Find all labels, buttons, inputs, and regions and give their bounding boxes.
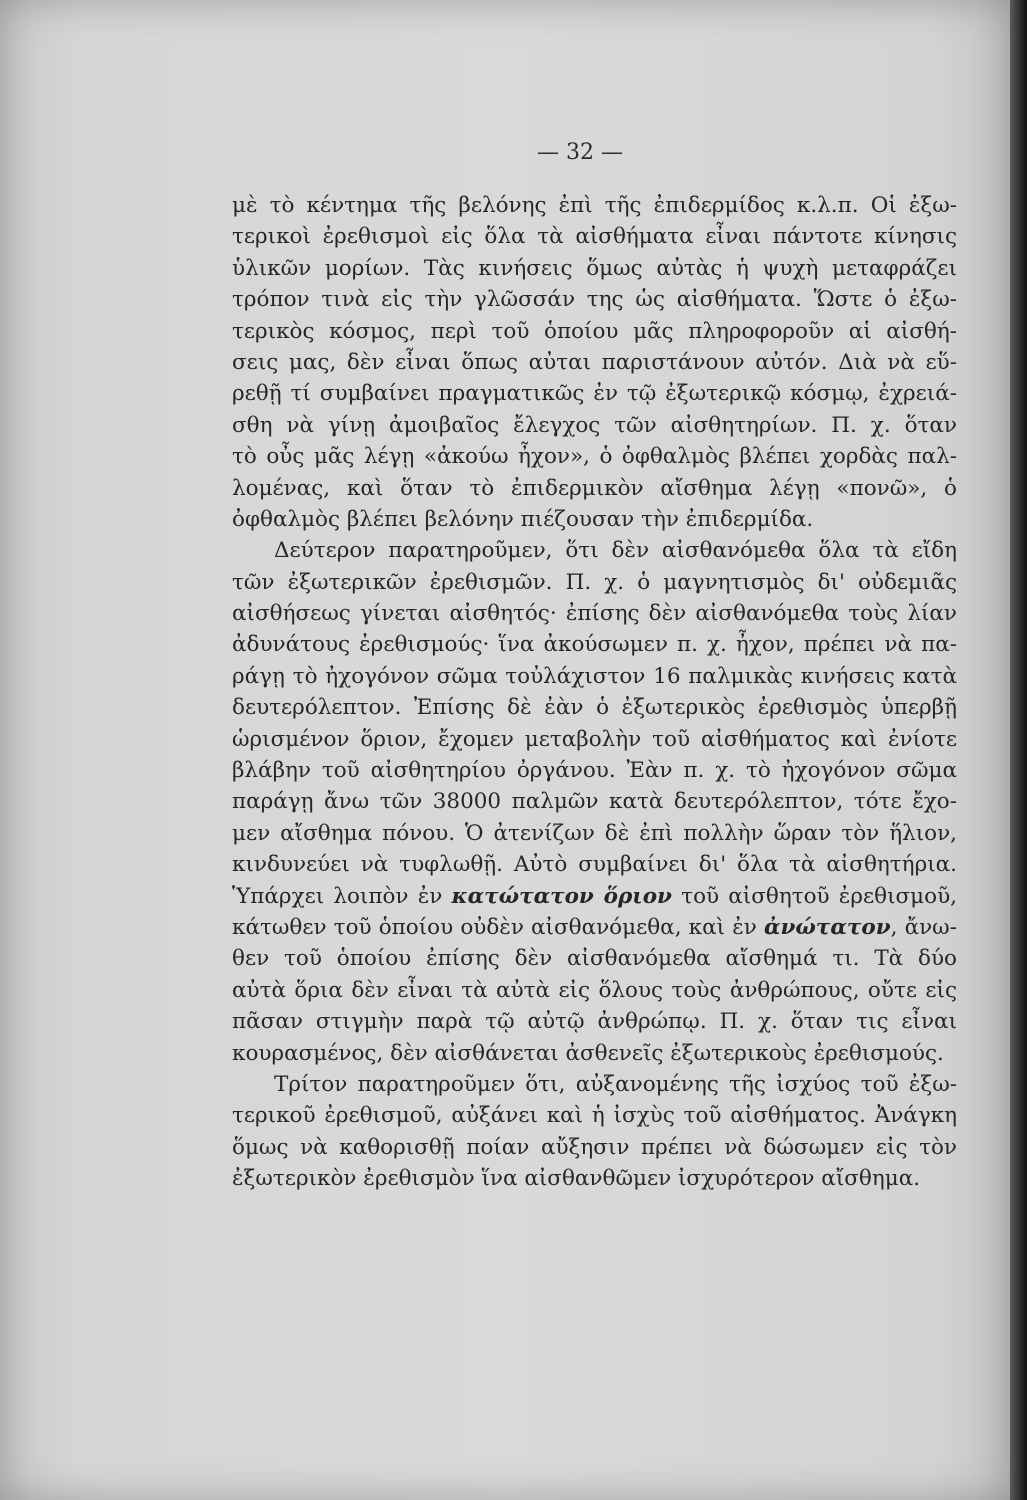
text-line: τερικοὶ ἐρεθισμοὶ εἰς ὅλα τὰ αἰσθήματα εἶναι πάντοτε κίνησις: [232, 224, 957, 250]
text-line: δευτερόλεπτον. Ἐπίσης δὲ ἐὰν ὁ ἐξωτερικὸς ἐρεθισμὸς ὑπερβῇ: [232, 695, 957, 721]
text-line: τερικὸς κόσμος, περὶ τοῦ ὁποίου μᾶς πληροφοροῦν αἱ αἰσθή-: [232, 318, 957, 344]
text-line: αἰσθήσεως γίνεται αἰσθητός· ἐπίσης δὲν αἰσθανόμεθα τοὺς λίαν: [232, 601, 957, 627]
text-line: πᾶσαν στιγμὴν παρὰ τῷ αὐτῷ ἀνθρώπῳ. Π. χ. ὅταν τις εἶναι: [232, 1009, 957, 1035]
text-line: τερικοῦ ἐρεθισμοῦ, αὐξάνει καὶ ἡ ἰσχὺς τοῦ αἰσθήματος. Ἀνάγκη: [232, 1103, 957, 1129]
page-number: — 32 —: [537, 140, 623, 165]
text-run: Ὑπάρχει λοιπὸν ἐν: [232, 883, 452, 909]
text-line: ἀδυνάτους ἐρεθισμούς· ἵνα ἀκούσωμεν π. χ. ἦχον, πρέπει νὰ πα-: [232, 632, 957, 658]
text-line: σθη νὰ γίνῃ ἀμοιβαῖος ἔλεγχος τῶν αἰσθητηρίων. Π. χ. ὅταν: [232, 412, 957, 438]
page-edge-shadow: [1010, 0, 1027, 1500]
text-line: μὲ τὸ κέντημα τῆς βελόνης ἐπὶ τῆς ἐπιδερμίδος κ.λ.π. Οἱ ἐξω-: [232, 193, 957, 218]
text-line: κουρασμένος, δὲν αἰσθάνεται ἀσθενεῖς ἐξωτερικοὺς ἐρεθισμούς.: [232, 1040, 944, 1066]
text-line: ὑλικῶν μορίων. Τὰς κινήσεις ὅμως αὐτὰς ἡ ψυχὴ μεταφράζει: [232, 255, 957, 281]
text-line: [232, 881, 957, 912]
text-run: , ἄνω-: [890, 914, 957, 940]
text-line: λομένας, καὶ ὅταν τὸ ἐπιδερμικὸν αἴσθημα λέγῃ «πονῶ», ὁ: [232, 475, 957, 501]
body-text: [232, 190, 957, 1195]
text-line: κινδυνεύει νὰ τυφλωθῇ. Αὐτὸ συμβαίνει δι' ὅλα τὰ αἰσθητήρια.: [232, 852, 957, 878]
emphasized-term: κατώτατον ὅριον: [451, 883, 672, 909]
text-line: θεν τοῦ ὁποίου ἐπίσης δὲν αἰσθανόμεθα αἴσθημά τι. Τὰ δύο: [232, 946, 957, 972]
text-line: ρεθῇ τί συμβαίνει πραγματικῶς ἐν τῷ ἐξωτερικῷ κόσμῳ, ἐχρειά-: [232, 381, 957, 407]
text-line: ὀφθαλμὸς βλέπει βελόνην πιέζουσαν τὴν ἐπιδερμίδα.: [232, 506, 814, 532]
text-line: ἐξωτερικὸν ἐρεθισμὸν ἵνα αἰσθανθῶμεν ἰσχυρότερον αἴσθημα.: [232, 1166, 921, 1192]
text-line: τῶν ἐξωτερικῶν ἐρεθισμῶν. Π. χ. ὁ μαγνητισμὸς δι' οὐδεμιᾶς: [232, 569, 957, 595]
text-line: τρόπον τινὰ εἰς τὴν γλῶσσάν της ὡς αἰσθήματα. Ὥστε ὁ ἐξω-: [232, 287, 957, 313]
text-run: τοῦ αἰσθητοῦ ἐρεθισμοῦ,: [671, 883, 957, 909]
emphasized-term: ἀνώτατον: [763, 914, 891, 940]
text-line: βλάβην τοῦ αἰσθητηρίου ὀργάνου. Ἐὰν π. χ. τὸ ἠχογόνον σῶμα: [232, 758, 957, 784]
text-line: Δεύτερον παρατηροῦμεν, ὅτι δὲν αἰσθανόμεθα ὅλα τὰ εἴδη: [274, 538, 957, 564]
text-line: ράγῃ τὸ ἠχογόνον σῶμα τοὐλάχιστον 16 παλμικὰς κινήσεις κατὰ: [232, 663, 957, 689]
text-line: μεν αἴσθημα πόνου. Ὁ ἀτενίζων δὲ ἐπὶ πολλὴν ὥραν τὸν ἥλιον,: [232, 820, 957, 846]
text-line: ὡρισμένον ὅριον, ἔχομεν μεταβολὴν τοῦ αἰσθήματος καὶ ἐνίοτε: [232, 726, 957, 752]
text-line: Τρίτον παρατηροῦμεν ὅτι, αὐξανομένης τῆς ἰσχύος τοῦ ἐξω-: [274, 1071, 957, 1097]
text-line: τὸ οὖς μᾶς λέγῃ «ἀκούω ἦχον», ὁ ὀφθαλμὸς βλέπει χορδὰς παλ-: [232, 444, 957, 470]
text-line: [232, 912, 957, 943]
text-line: αὐτὰ ὅρια δὲν εἶναι τὰ αὐτὰ εἰς ὅλους τοὺς ἀνθρώπους, οὔτε εἰς: [232, 977, 957, 1003]
text-line: σεις μας, δὲν εἶναι ὅπως αὐται παριστάνουν αὐτόν. Διὰ νὰ εὕ-: [232, 349, 957, 375]
text-line: ὅμως νὰ καθορισθῇ ποίαν αὔξησιν πρέπει νὰ δώσωμεν εἰς τὸν: [232, 1134, 957, 1160]
text-line: παράγῃ ἄνω τῶν 38000 παλμῶν κατὰ δευτερόλεπτον, τότε ἔχο-: [232, 789, 957, 815]
text-run: κάτωθεν τοῦ ὁποίου οὐδὲν αἰσθανόμεθα, καὶ ἐν: [232, 914, 764, 940]
